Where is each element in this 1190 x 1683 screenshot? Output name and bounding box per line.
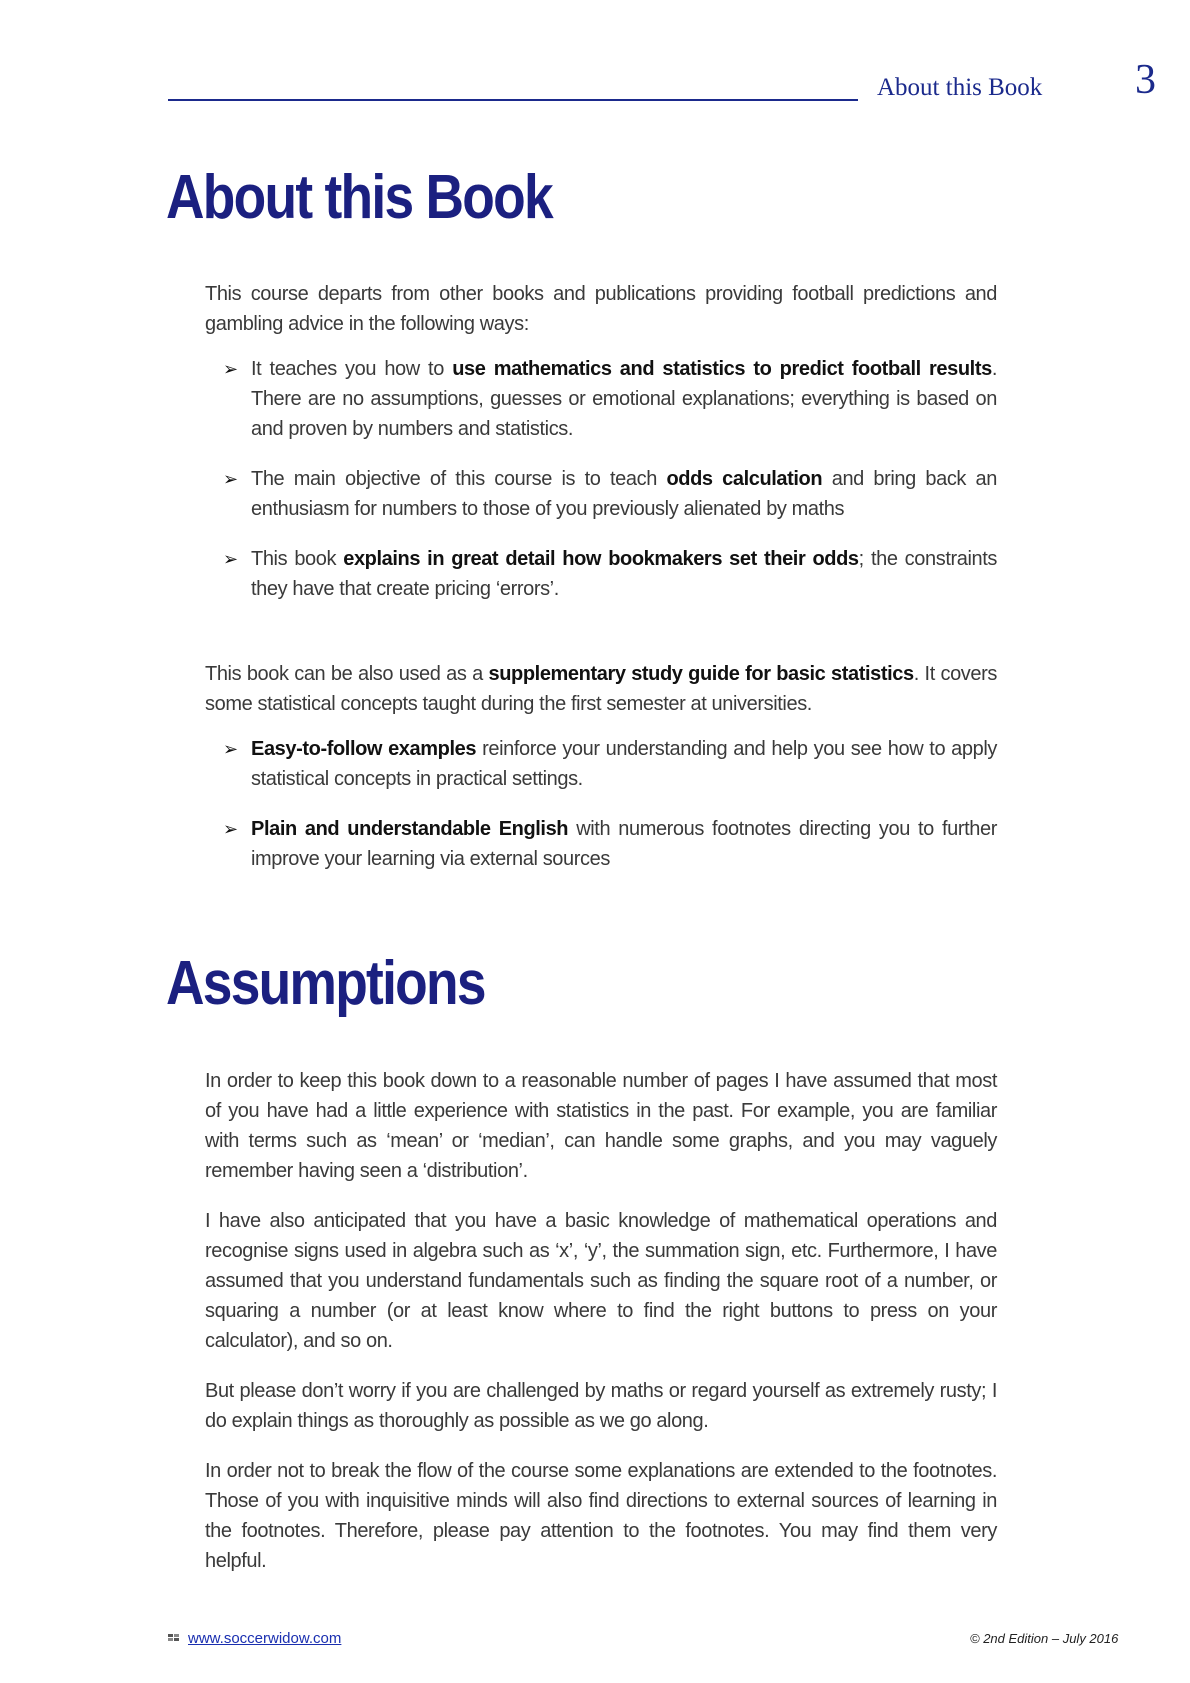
assumptions-paragraph: In order to keep this book down to a reasonable number of pages I have assumed that most of you have had a little experience with statistics in the past. For example, you are familiar with terms such as ‘mean’ or ‘median’, can handle some graphs, and you may vaguely remember having seen a ‘distribution’.	[205, 1070, 997, 1182]
bullet-text-bold: use mathematics and statistics to predict football results	[452, 358, 992, 380]
bullet-text-bold: odds calculation	[666, 468, 823, 490]
list-item	[205, 814, 997, 874]
bullet-text-post: reinforce your understanding and help you see how to apply statistical concepts in practical settings.	[251, 738, 997, 790]
logo-glyph	[168, 1633, 180, 1643]
assumptions-section-body	[205, 1066, 997, 1576]
website-link[interactable]: www.soccerwidow.com	[188, 1630, 342, 1647]
section-heading-assumptions: Assumptions	[166, 949, 485, 1018]
assumptions-paragraph: I have also anticipated that you have a basic knowledge of mathematical operations and recognise signs used in algebra such as ‘x’, ‘y’, the summation sign, etc. Furthermore, I have assumed that you understand fundamentals such as finding the square root of a number, or squaring a number (or at least know where to find the right buttons to press on your calculator), and so on.	[205, 1210, 997, 1352]
arrow-bullet-icon: ➢	[223, 739, 238, 759]
intro-text-post: . It covers some statistical concepts taught during the first semester at universities.	[205, 663, 997, 715]
bullet-text-post: with numerous footnotes directing you to further improve your learning via external sources	[251, 818, 997, 870]
bullet-text-pre: The main objective of this course is to teach	[251, 468, 667, 490]
assumptions-paragraph: But please don’t worry if you are challenged by maths or regard yourself as extremely rusty; I do explain things as thoroughly as possible as we go along.	[205, 1380, 997, 1432]
intro-text-bold: supplementary study guide for basic statistics	[488, 663, 914, 685]
bullet-text-post: and bring back an enthusiasm for numbers to those of you previously alienated by maths	[251, 468, 997, 520]
edition-note: © 2nd Edition – July 2016	[970, 1631, 1119, 1646]
study-guide-section-body	[205, 659, 997, 874]
header-rule	[168, 99, 858, 101]
list-item	[205, 734, 997, 794]
bullet-text-post: . There are no assumptions, guesses or emotional explanations; everything is based on and proven by numbers and statistics.	[251, 358, 997, 440]
intro-text-pre: This book can be also used as a	[205, 663, 489, 685]
soccerwidow-logo-icon	[168, 1633, 180, 1646]
running-header-title: About this Book	[877, 74, 1043, 101]
study-guide-bullet-list	[205, 734, 997, 874]
assumptions-paragraph: In order not to break the flow of the course some explanations are extended to the footnotes. Those of you with inquisitive minds will also find directions to external sources of learning in the footnotes. Therefore, please pay attention to the footnotes. You may find them very helpful.	[205, 1460, 997, 1572]
list-item	[205, 544, 997, 604]
bullet-text-pre: This book	[251, 548, 344, 570]
bullet-text-bold: explains in great detail how bookmakers set their odds	[343, 548, 859, 570]
bullet-text-bold: Plain and understandable English	[251, 818, 569, 840]
arrow-bullet-icon: ➢	[223, 819, 238, 839]
arrow-bullet-icon: ➢	[223, 549, 238, 569]
bullet-text-post: ; the constraints they have that create pricing ‘errors’.	[251, 548, 997, 600]
about-section-body	[205, 279, 997, 604]
arrow-bullet-icon: ➢	[223, 359, 238, 379]
about-bullet-list	[205, 354, 997, 604]
about-intro-paragraph: This course departs from other books and publications providing football predictions and gambling advice in the following ways:	[205, 283, 997, 335]
bullet-text-bold: Easy-to-follow examples	[251, 738, 477, 760]
study-guide-intro-paragraph	[205, 659, 997, 719]
arrow-bullet-icon: ➢	[223, 469, 238, 489]
section-heading-about: About this Book	[166, 163, 552, 232]
list-item	[205, 464, 997, 524]
bullet-text-pre: It teaches you how to	[251, 358, 453, 380]
list-item	[205, 354, 997, 444]
page-number: 3	[1135, 57, 1156, 103]
